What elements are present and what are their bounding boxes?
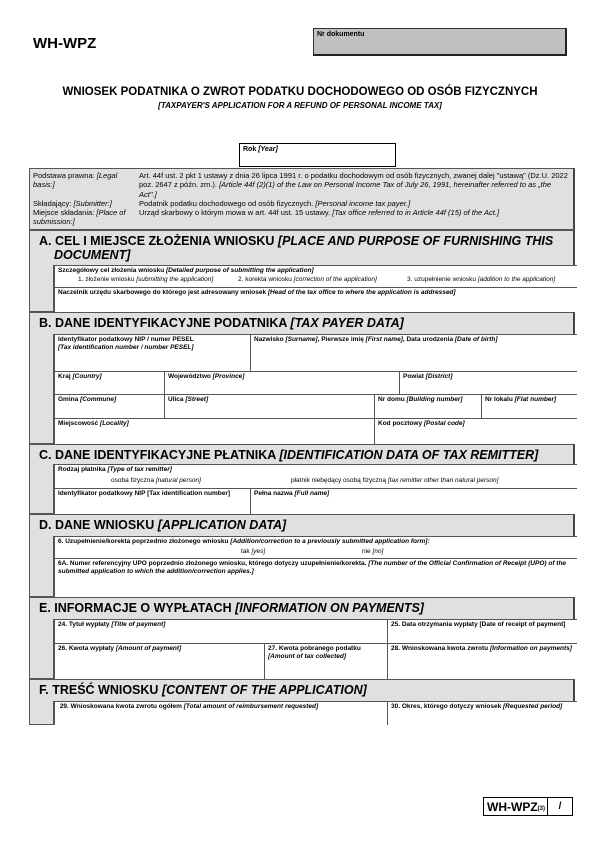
- taxpayer-nip-label: Identyfikator podatkowy NIP / numer PESEL: [58, 336, 194, 343]
- document-number-label: Nr dokumentu: [317, 31, 365, 38]
- remitter-nip-field[interactable]: [54, 488, 250, 514]
- section-b-body: [53, 334, 573, 444]
- document-number-field[interactable]: [313, 28, 567, 56]
- district-field[interactable]: [399, 371, 577, 394]
- section-c-body: [53, 464, 573, 514]
- purpose-option-3[interactable]: 3. uzupełnienie wniosku [addition to the application]: [407, 276, 556, 283]
- field-26-label-en: [Amount of payment]: [115, 645, 182, 652]
- submitter-row: [33, 199, 570, 208]
- district-label-en: [District]: [425, 373, 453, 380]
- remitter-type-label-en: [Type of tax remitter]: [107, 466, 172, 473]
- postal-code-label: Kod pocztowy: [378, 420, 423, 427]
- country-label: Kraj: [58, 373, 71, 380]
- legal-basis-label-en: [Legal basis:]: [33, 171, 118, 190]
- field-28[interactable]: [387, 643, 577, 679]
- year-field[interactable]: [239, 143, 396, 167]
- remitter-nip-label: Identyfikator podatkowy NIP [Tax identification number]: [58, 490, 231, 497]
- section-a-title-en-2: DOCUMENT]: [54, 248, 131, 262]
- remitter-type-field: [54, 464, 577, 488]
- tax-office-label-en: [Head of the tax office to where the application is addressed]: [267, 289, 456, 296]
- field-6-label: 6. Uzupełnienie/korekta poprzednio złożonego wniosku: [58, 538, 229, 545]
- section-f-body: [53, 701, 573, 725]
- submitter-value-en: [Personal income tax payer.]: [315, 198, 411, 208]
- section-c: [29, 444, 575, 514]
- footer-form-id: [483, 797, 573, 816]
- field-27-label-en: [Amount of tax collected]: [268, 653, 347, 660]
- field-24-label-en: [Title of payment]: [111, 621, 166, 628]
- purpose-label: Szczegółowy cel złożenia wniosku: [58, 267, 165, 274]
- field-6-option-yes[interactable]: tak [yes]: [241, 548, 266, 555]
- field-24[interactable]: [54, 619, 387, 643]
- field-28-label: 28. Wnioskowana kwota zwrotu: [391, 645, 489, 652]
- section-f: [29, 679, 575, 725]
- field-24-label: 24. Tytuł wypłaty: [58, 621, 110, 628]
- section-b-title-pl: B. DANE IDENTYFIKACYJNE PODATNIKA: [39, 316, 287, 330]
- section-d-body: [53, 536, 573, 597]
- section-d-title-pl: D. DANE WNIOSKU: [39, 518, 155, 532]
- legal-basis-value-en: [Article 44f (2)(1) of the Law on Personal Income Tax of July 26, 1991, hereinafter referred to as „the Act".]: [139, 180, 552, 199]
- province-field[interactable]: [164, 371, 399, 394]
- place-row: [33, 208, 570, 227]
- first-name-label-en: [First name]: [365, 336, 403, 343]
- field-6-label-en: [Addition/correction to a previously submitted application form]:: [230, 538, 430, 545]
- locality-label: Miejscowość: [58, 420, 99, 427]
- flat-number-label: Nr lokalu: [485, 396, 513, 403]
- building-number-label: Nr domu: [378, 396, 405, 403]
- field-6a[interactable]: [54, 558, 577, 597]
- section-a-title-en: [PLACE AND PURPOSE OF FURNISHING THIS: [277, 234, 554, 248]
- remitter-fullname-field[interactable]: [250, 488, 577, 514]
- field-30[interactable]: [387, 701, 577, 725]
- page-title: WNIOSEK PODATNIKA O ZWROT PODATKU DOCHODOWEGO OD OSÓB FIZYCZNYCH: [62, 86, 538, 98]
- section-b: [29, 312, 575, 444]
- remitter-option-natural[interactable]: osoba fizyczna [natural person]: [111, 477, 201, 484]
- province-label: Województwo: [168, 373, 211, 380]
- taxpayer-name-field[interactable]: [250, 334, 577, 371]
- section-c-title: [30, 445, 573, 462]
- remitter-fullname-label-en: [Full name]: [294, 490, 330, 497]
- dob-label: , Data urodzenia: [402, 336, 454, 343]
- legal-basis-value: Art. 44f ust. 2 pkt 1 ustawy z dnia 26 lipca 1991 r. o podatku dochodowym od osób fizycznych, zwanej dalej "ustawą" (Dz.U. 2022 poz. 2647 z późn. zm.).: [139, 171, 568, 190]
- field-6a-label: 6A. Numer referencyjny UPO poprzednio złożonego wniosku, którego dotyczy uzupełnienie/korekta.: [58, 560, 367, 567]
- section-c-title-en: [IDENTIFICATION DATA OF TAX REMITTER]: [279, 448, 539, 462]
- locality-field[interactable]: [54, 418, 374, 444]
- street-label: Ulica: [168, 396, 184, 403]
- purpose-option-1[interactable]: 1. złożenie wniosku [submitting the application]: [78, 276, 214, 283]
- field-29-label: 29. Wnioskowana kwota zwrotu ogółem: [59, 703, 182, 710]
- legal-basis-label: Podstawa prawna:: [33, 171, 95, 180]
- section-e-title-en: [INFORMATION ON PAYMENTS]: [235, 601, 424, 615]
- section-e-body: [53, 619, 573, 679]
- dob-label-en: [Date of birth]: [454, 336, 498, 343]
- district-label: Powiat: [403, 373, 424, 380]
- field-6-option-no[interactable]: nie [no]: [362, 548, 384, 555]
- field-30-label: 30. Okres, którego dotyczy wniosek: [391, 703, 502, 710]
- section-f-title: [30, 680, 573, 697]
- remitter-option-other[interactable]: płatnik niebędący osobą fizyczną [tax remitter other than natural person]: [291, 477, 499, 484]
- building-number-field[interactable]: [374, 394, 481, 418]
- section-b-title: [30, 313, 573, 330]
- section-a-title: [30, 231, 573, 262]
- section-d-title: [30, 515, 573, 532]
- year-label-en: [Year]: [258, 146, 278, 153]
- section-e-title-pl: E. INFORMACJE O WYPŁATACH: [39, 601, 232, 615]
- field-27-label: 27. Kwota pobranego podatku: [268, 645, 361, 652]
- field-30-label-en: [Requested period]: [503, 703, 563, 710]
- postal-code-field[interactable]: [374, 418, 577, 444]
- page-subtitle: [TAXPAYER'S APPLICATION FOR A REFUND OF PERSONAL INCOME TAX]: [158, 101, 442, 110]
- field-25-label: 25. Data otrzymania wypłaty [Date of receipt of payment]: [391, 621, 566, 628]
- section-f-title-en: [CONTENT OF THE APPLICATION]: [161, 683, 367, 697]
- section-a-body: [53, 265, 573, 312]
- section-c-title-pl: C. DANE IDENTYFIKACYJNE PŁATNIKA: [39, 448, 276, 462]
- field-27[interactable]: [264, 643, 387, 679]
- taxpayer-nip-field[interactable]: [54, 334, 250, 371]
- building-number-label-en: [Building number]: [406, 396, 463, 403]
- country-label-en: [Country]: [72, 373, 102, 380]
- section-d: [29, 514, 575, 597]
- place-label: Miejsce składania:: [33, 208, 95, 218]
- year-label: Rok: [243, 146, 257, 153]
- section-d-title-en: [APPLICATION DATA]: [157, 518, 287, 532]
- country-field[interactable]: [54, 371, 164, 394]
- place-value-en: [Tax office referred to in Article 44f (15) of the Act.]: [332, 208, 500, 218]
- tax-office-field[interactable]: [54, 287, 577, 312]
- form-code: WH-WPZ: [33, 35, 97, 52]
- street-field[interactable]: [164, 394, 374, 418]
- section-a: [29, 230, 575, 312]
- place-label-en: [Place of submission:]: [33, 208, 126, 227]
- field-6a-label-en: [The number of the Official Confirmation of Receipt (UPO) of the submitted application to which the addition/correction applies.]: [58, 560, 567, 575]
- purpose-option-2[interactable]: 2. korekta wniosku [correction of the application]: [238, 276, 377, 283]
- purpose-field: [54, 265, 577, 287]
- field-26[interactable]: [54, 643, 264, 679]
- surname-label: Nazwisko: [254, 336, 284, 343]
- postal-code-label-en: [Postal code]: [423, 420, 465, 427]
- section-b-title-en: [TAX PAYER DATA]: [290, 316, 404, 330]
- taxpayer-nip-label-en: [Tax identification number / number PESEL]: [58, 344, 194, 351]
- commune-field[interactable]: [54, 394, 164, 418]
- section-f-title-pl: F. TREŚĆ WNIOSKU: [39, 683, 159, 697]
- submitter-label-en: [Submitter:]: [73, 198, 112, 208]
- remitter-fullname-label: Pełna nazwa: [254, 490, 293, 497]
- field-29-label-en: [Total amount of reimbursement requested]: [183, 703, 319, 710]
- flat-number-label-en: [Flat number]: [514, 396, 557, 403]
- province-label-en: [Province]: [212, 373, 245, 380]
- submitter-value: Podatnik podatku dochodowego od osób fizycznych.: [139, 198, 314, 208]
- section-a-title-pl: A. CEL I MIEJSCE ZŁOŻENIA WNIOSKU: [39, 234, 275, 248]
- commune-label: Gmina: [58, 396, 79, 403]
- field-6: [54, 536, 577, 558]
- section-e-title: [30, 598, 573, 615]
- field-28-label-en: [Information on payments]: [489, 645, 572, 652]
- first-name-label: , Pierwsze imię: [317, 336, 364, 343]
- footer-page: /: [547, 798, 572, 815]
- purpose-label-en: [Detailed purpose of submitting the application]: [166, 267, 314, 274]
- remitter-type-label: Rodzaj płatnika: [58, 466, 106, 473]
- street-label-en: [Street]: [185, 396, 209, 403]
- section-e: [29, 597, 575, 679]
- field-26-label: 26. Kwota wypłaty: [58, 645, 114, 652]
- footer-version: (3): [537, 806, 545, 812]
- commune-label-en: [Commune]: [80, 396, 117, 403]
- tax-office-label: Naczelnik urzędu skarbowego do którego jest adresowany wniosek: [58, 289, 267, 296]
- footer-code: WH-WPZ: [487, 799, 538, 814]
- surname-label-en: [Surname]: [285, 336, 318, 343]
- flat-number-field[interactable]: [481, 394, 577, 418]
- legal-basis-row: [33, 171, 570, 199]
- field-29[interactable]: [54, 701, 387, 725]
- locality-label-en: [Locality]: [99, 420, 129, 427]
- legal-info-box: [29, 168, 575, 230]
- place-value: Urząd skarbowy o którym mowa w art. 44f ust. 15 ustawy.: [139, 208, 331, 218]
- submitter-label: Składający:: [33, 198, 72, 208]
- field-25[interactable]: [387, 619, 577, 643]
